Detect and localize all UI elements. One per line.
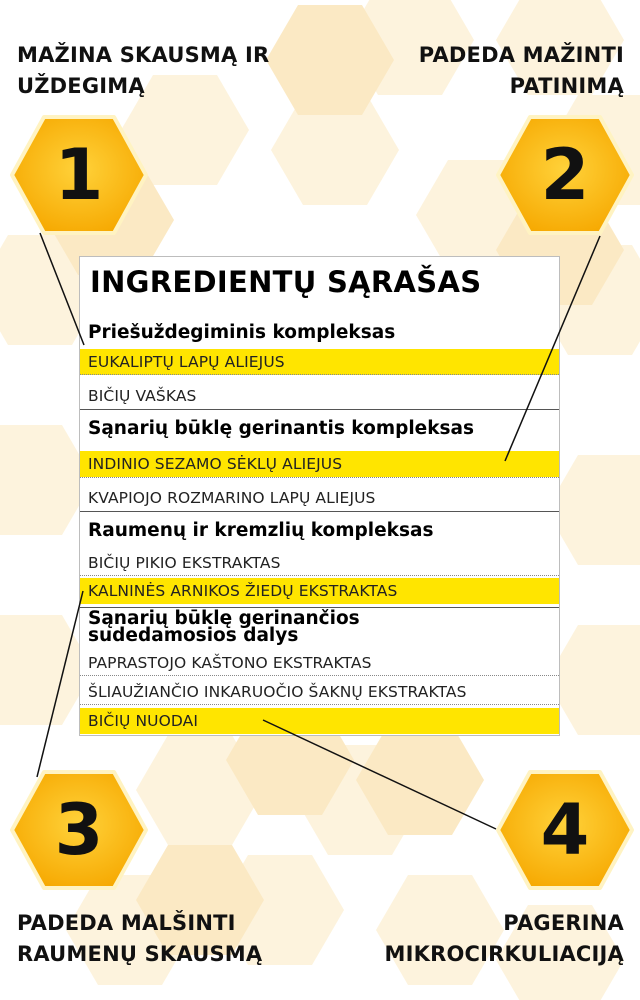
badge-4-number: 4	[540, 789, 590, 871]
divider	[80, 477, 559, 478]
hexagon-badge-4	[494, 768, 636, 892]
benefit-3-label: PADEDA MALŠINTI RAUMENŲ SKAUSMĄ	[17, 911, 263, 966]
ingredient-bee-venom: BIČIŲ NUODAI	[80, 708, 559, 734]
badge-3-number: 3	[54, 789, 104, 871]
panel-title: INGREDIENTŲ SĄRAŠAS	[90, 265, 482, 299]
divider	[80, 409, 559, 410]
ingredient-rosemary-oil: KVAPIOJO ROZMARINO LAPŲ ALIEJUS	[88, 489, 376, 507]
benefit-1-label: MAŽINA SKAUSMĄ IR UŽDEGIMĄ	[17, 43, 270, 98]
hexagon-badge-3	[8, 768, 150, 892]
hexagon-badge-2	[494, 113, 636, 237]
ingredient-eucalyptus-oil: EUKALIPTŲ LAPŲ ALIEJUS	[80, 349, 559, 375]
benefit-4-label: PAGERINA MIKROCIRKULIACIJĄ	[384, 911, 624, 966]
divider	[80, 511, 559, 512]
benefit-2-label: PADEDA MAŽINTI PATINIMĄ	[418, 43, 624, 98]
group-title-joint-ingredients: Sąnarių būklę gerinančios sudedamosios dalys	[88, 608, 360, 646]
ingredients-panel	[79, 256, 560, 736]
group-title-anti-inflammatory: Priešuždegiminis kompleksas	[88, 322, 396, 343]
ingredient-sesame-oil: INDINIO SEZAMO SĖKLŲ ALIEJUS	[80, 451, 559, 477]
badge-2-number: 2	[540, 134, 590, 216]
group-title-joint-complex: Sąnarių būklę gerinantis kompleksas	[88, 418, 475, 439]
ingredient-beeswax: BIČIŲ VAŠKAS	[88, 387, 197, 405]
badge-1-number: 1	[54, 134, 104, 216]
group-title-muscle-complex: Raumenų ir kremzlių kompleksas	[88, 520, 434, 541]
ingredient-arnica-extract: KALNINĖS ARNIKOS ŽIEDŲ EKSTRAKTAS	[80, 578, 559, 604]
ingredient-horse-chestnut-extract: PAPRASTOJO KAŠTONO EKSTRAKTAS	[80, 650, 559, 676]
ingredient-bee-pitch-extract: BIČIŲ PIKIO EKSTRAKTAS	[80, 550, 559, 576]
hexagon-badge-1	[8, 113, 150, 237]
ingredient-devils-claw-root-extract: ŠLIAUŽIANČIO INKARUOČIO ŠAKNŲ EKSTRAKTAS	[80, 679, 559, 705]
